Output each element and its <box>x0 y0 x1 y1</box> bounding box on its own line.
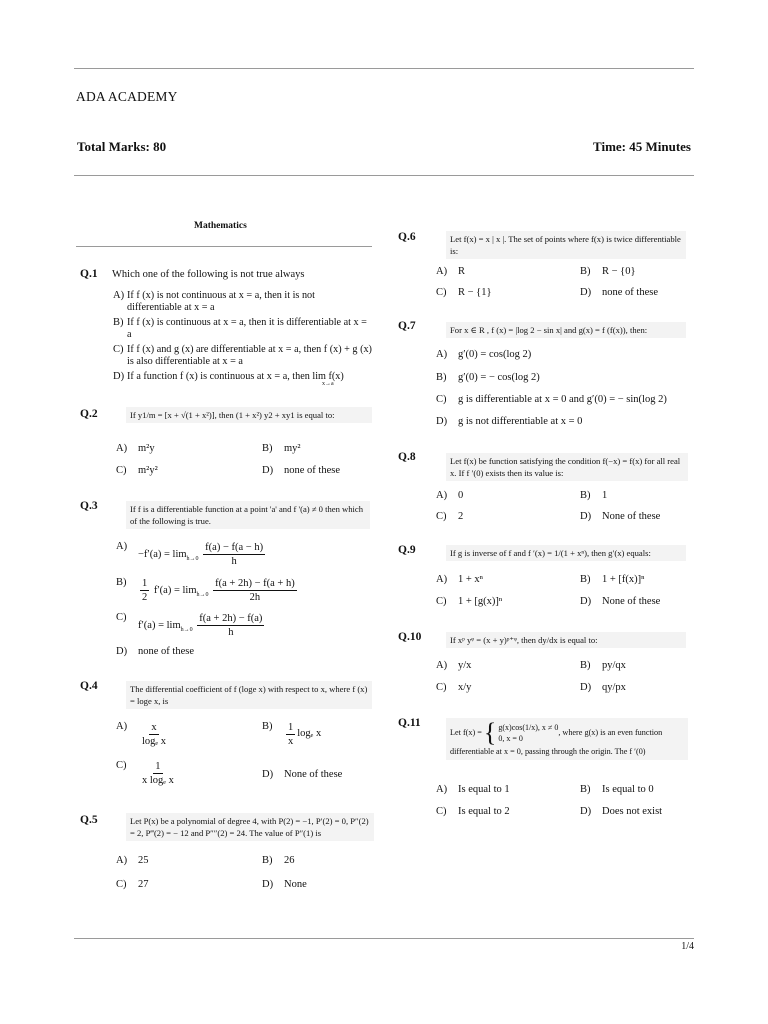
option-c[interactable]: C) m²y² <box>116 465 158 476</box>
option-a[interactable]: A) 1 + xⁿ <box>436 574 483 585</box>
question-number: Q.10 <box>398 631 422 643</box>
option-b[interactable]: B) 1 + [f(x)]ⁿ <box>580 574 645 585</box>
option-c[interactable]: C) $f'(a) = \lim_{h\to 0}$ $\frac{f(a + 2h) - f(a)}{h}$ <box>116 612 266 639</box>
limit-subscript: x→a <box>322 381 334 387</box>
option-d[interactable]: D) g is not differentiable at x = 0 <box>436 416 583 427</box>
option-a[interactable]: A) R <box>436 266 466 277</box>
question-number: Q.4 <box>80 680 98 692</box>
option-c[interactable]: C) 27 <box>116 879 149 890</box>
question-number: Q.11 <box>398 717 421 729</box>
question-number: Q.7 <box>398 320 416 332</box>
option-d[interactable]: D) Does not exist <box>580 806 663 817</box>
option-b[interactable]: B) g′(0) = − cos(log 2) <box>436 372 540 383</box>
total-marks: Total Marks: 80 <box>77 139 167 154</box>
option-d[interactable]: D) None of these <box>580 596 661 607</box>
question-number: Q.1 <box>80 268 98 280</box>
option-a[interactable]: A) If f (x) is not continuous at x = a, then it is not differentiable at x = a <box>113 290 315 313</box>
top-rule <box>74 68 694 69</box>
option-a[interactable]: A) y/x <box>436 660 472 671</box>
option-b[interactable]: B) R − {0} <box>580 266 636 277</box>
question-stem: If f is a differentiable function at a point 'a' and f '(a) ≠ 0 then which of the following is true. <box>126 501 370 529</box>
question-number: Q.9 <box>398 544 416 556</box>
option-c[interactable]: C) 1 + [g(x)]ⁿ <box>436 596 503 607</box>
question-stem: The differential coefficient of f (loge x) with respect to x, where f (x) = loge x, is <box>126 681 372 709</box>
question-number: Q.6 <box>398 231 416 243</box>
academy-name: ADA ACADEMY <box>76 89 178 104</box>
option-b[interactable]: B) Is equal to 0 <box>580 784 654 795</box>
option-a[interactable]: A) Is equal to 1 <box>436 784 510 795</box>
option-a[interactable]: A) 0 <box>436 490 464 501</box>
option-b[interactable]: B) 1 <box>580 490 608 501</box>
question-stem: Let f(x) = x | x |. The set of points where f(x) is twice differentiable is: <box>446 231 686 259</box>
option-d[interactable]: D) none of these <box>580 287 658 298</box>
question-number: Q.3 <box>80 500 98 512</box>
option-b[interactable]: B) $\frac{1}{x}$ logₑ x <box>262 721 322 747</box>
option-a[interactable]: A) $-f'(a) = \lim_{h\to 0}$ $\frac{f(a) - f(a - h)}{h}$ <box>116 541 267 568</box>
header-rule <box>74 175 694 176</box>
formula: $\frac{1}{2}$ $f'(a) = \lim_{h\to 0}$ $\frac{f(a + 2h) - f(a + h)}{2h}$ <box>142 578 295 603</box>
option-d[interactable]: D) None of these <box>262 769 343 780</box>
option-d[interactable]: D) none of these <box>262 465 340 476</box>
bottom-rule <box>74 938 694 939</box>
question-stem: Which one of the following is not true always <box>112 269 305 280</box>
option-b[interactable]: B) py/qx <box>580 660 626 671</box>
subject-rule <box>76 246 372 247</box>
option-c[interactable]: C) If f (x) and g (x) are differentiable at x = a, then f (x) + g (x) is also differentiable at x = a <box>113 344 372 367</box>
subject-title: Mathematics <box>194 221 247 231</box>
option-a[interactable]: A) 25 <box>116 855 149 866</box>
question-number: Q.2 <box>80 408 98 420</box>
option-d[interactable]: D) qy/px <box>580 682 626 693</box>
question-stem: If y1/m = [x + √(1 + x²)], then (1 + x²) y2 + xy1 is equal to: <box>126 407 372 423</box>
option-c[interactable]: C) 2 <box>436 511 464 522</box>
question-stem: If g is inverse of f and f ′(x) = 1/(1 + xⁿ), then g′(x) equals: <box>446 545 686 561</box>
option-b[interactable]: B) 26 <box>262 855 295 866</box>
option-d[interactable]: D) none of these <box>116 646 194 657</box>
page-number: 1/4 <box>681 941 694 952</box>
option-c[interactable]: C) x/y <box>436 682 472 693</box>
option-b[interactable]: B) If f (x) is continuous at x = a, then it is differentiable at x = a <box>113 317 367 340</box>
option-d[interactable]: D) None of these <box>580 511 661 522</box>
option-d[interactable]: D) If a function f (x) is continuous at x = a, then lim f(x) <box>113 371 344 382</box>
question-stem: Let f(x) be function satisfying the condition f(−x) = f(x) for all real x. If f ′(0) exists then its value is: <box>446 453 688 481</box>
option-b[interactable]: B) my² <box>262 443 301 454</box>
option-c[interactable]: C) g is differentiable at x = 0 and g′(0) = − sin(log 2) <box>436 394 667 405</box>
question-stem: Let P(x) be a polynomial of degree 4, with P(2) = −1, P′(2) = 0, P″(2) = 2, P‴(2) = − 12 and P″″(2) = 24. The value of P″(1) is <box>126 813 374 841</box>
question-stem: If xᵖ yᵠ = (x + y)ᵖ⁺ᵠ, then dy/dx is equal to: <box>446 632 686 648</box>
option-c[interactable]: C) $\frac{1}{\text{x logₑ x}}$ <box>116 760 174 786</box>
formula: $-f'(a) = \lim_{h\to 0}$ $\frac{f(a) - f(a - h)}{h}$ <box>138 542 264 567</box>
option-b[interactable]: B) $\frac{1}{2}$ $f'(a) = \lim_{h\to 0}$ $\frac{f(a + 2h) - f(a + h)}{2h}$ <box>116 577 299 604</box>
question-number: Q.8 <box>398 451 416 463</box>
question-stem: Let f(x) = { g(x)cos(1/x), x ≠ 0 0, x = 0 , where g(x) is an even function differentiable at x = 0, passing through the origin. The f ′(0) <box>446 718 688 760</box>
formula: $f'(a) = \lim_{h\to 0}$ $\frac{f(a + 2h) - f(a)}{h}$ <box>138 613 263 638</box>
option-c[interactable]: C) R − {1} <box>436 287 492 298</box>
option-a[interactable]: A) m²y <box>116 443 155 454</box>
option-d[interactable]: D) None <box>262 879 307 890</box>
option-c[interactable]: C) Is equal to 2 <box>436 806 510 817</box>
question-stem: For x ∈ R , f (x) = |log 2 − sin x| and g(x) = f (f(x)), then: <box>446 322 686 338</box>
option-a[interactable]: A) g′(0) = cos(log 2) <box>436 349 532 360</box>
brace-glyph: { <box>483 718 497 747</box>
question-number: Q.5 <box>80 814 98 826</box>
option-a[interactable]: A) $\frac{x}{\text{logₑ x}}$ <box>116 721 166 747</box>
time-limit: Time: 45 Minutes <box>593 139 691 154</box>
